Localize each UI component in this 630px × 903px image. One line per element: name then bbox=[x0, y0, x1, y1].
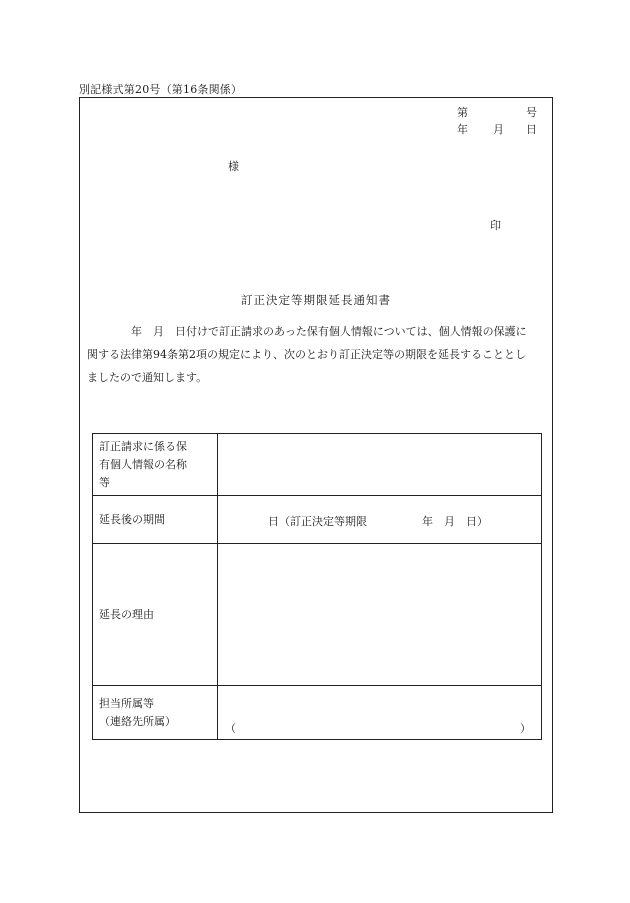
subject-value-field[interactable] bbox=[218, 434, 542, 496]
notice-form bbox=[79, 97, 553, 813]
table-row bbox=[93, 434, 542, 496]
table-row bbox=[93, 686, 542, 740]
doc-number-prefix: 第 bbox=[457, 106, 468, 119]
department-label-line: （連絡先所属） bbox=[99, 714, 176, 728]
notice-body bbox=[87, 320, 549, 389]
body-line-3: ましたので通知します。 bbox=[87, 371, 208, 384]
doc-number-suffix: 号 bbox=[526, 106, 537, 119]
department-value-field[interactable] bbox=[218, 686, 542, 740]
addressee-honorific: 様 bbox=[228, 160, 239, 173]
date-year: 年 bbox=[457, 123, 468, 136]
department-label bbox=[93, 686, 218, 740]
table-row bbox=[93, 496, 542, 544]
reason-value-field[interactable] bbox=[218, 544, 542, 686]
reason-label: 延長の理由 bbox=[93, 544, 218, 686]
contact-paren-open: （ bbox=[225, 722, 236, 735]
department-label-line: 担当所属等 bbox=[99, 696, 154, 710]
subject-label-line: 有個人情報の名称 bbox=[99, 457, 187, 471]
seal-mark: 印 bbox=[490, 219, 501, 232]
subject-label bbox=[93, 434, 218, 496]
subject-label-line: 訂正請求に係る保 bbox=[99, 439, 187, 453]
body-line-2: 関する法律第94条第2項の規定により、次のとおり訂正決定等の期限を延長することとし bbox=[87, 348, 526, 361]
subject-label-line: 等 bbox=[99, 475, 110, 489]
body-line-1: 年 月 日付けで訂正請求のあった保有個人情報については、個人情報の保護に bbox=[131, 325, 527, 338]
document-title: 訂正決定等期限延長通知書 bbox=[241, 293, 391, 307]
period-label: 延長後の期間 bbox=[93, 496, 218, 544]
form-caption: 別記様式第20号（第16条関係） bbox=[79, 83, 243, 96]
period-value-field[interactable] bbox=[218, 496, 542, 544]
date-month: 月 bbox=[493, 123, 504, 136]
period-value-text: 日（訂正決定等期限 年 月 日） bbox=[268, 515, 488, 528]
table-row bbox=[93, 544, 542, 686]
contact-paren-close: ） bbox=[520, 722, 531, 735]
details-table bbox=[92, 433, 542, 740]
date-day: 日 bbox=[526, 123, 537, 136]
